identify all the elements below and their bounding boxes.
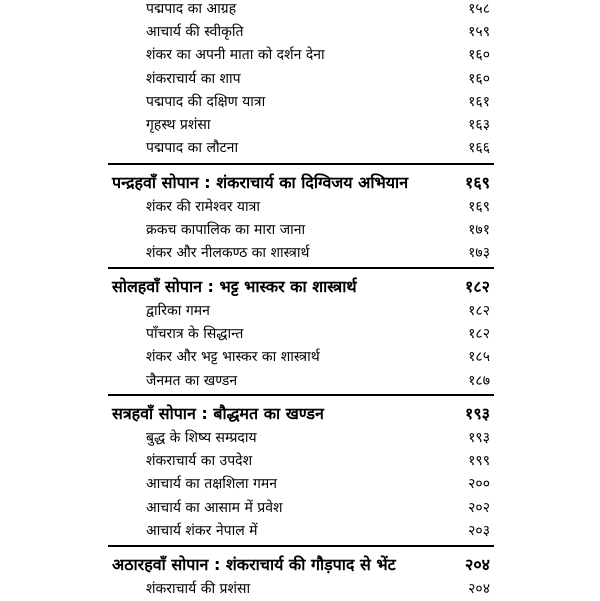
toc-entry [112, 91, 490, 114]
toc-chapter [112, 274, 490, 393]
entry-page-number: १९९ [468, 453, 490, 470]
chapter-heading [112, 552, 490, 578]
entry-title: जैनमत का खण्डन [146, 372, 238, 389]
toc-entry [112, 114, 490, 137]
toc-chapter [112, 170, 490, 266]
entry-page-number: २०३ [468, 522, 490, 539]
chapter-title: सोलहवाँ सोपान : भट्ट भास्कर का शास्त्रार्थ [112, 277, 357, 296]
entry-page-number: १७१ [468, 222, 490, 239]
toc-entry [112, 300, 490, 323]
entry-page-number: १६० [468, 47, 490, 64]
toc-entry [112, 346, 490, 369]
toc-continued-section [112, 0, 490, 160]
entry-title: पद्मपाद का लौटना [146, 140, 239, 157]
toc-entry [112, 196, 490, 219]
toc-entry [112, 370, 490, 393]
entry-page-number: १५९ [468, 24, 490, 41]
entry-title: शंकर का अपनी माता को दर्शन देना [146, 47, 325, 64]
entry-page-number: २०० [468, 476, 490, 493]
entry-page-number: १८२ [468, 326, 490, 343]
toc-chapter [112, 401, 490, 543]
entry-page-number: १८२ [468, 303, 490, 319]
entry-title: बुद्ध के शिष्य सम्प्रदाय [146, 430, 257, 446]
entry-title: पद्मपाद की दक्षिण यात्रा [146, 93, 266, 110]
toc-entry [112, 219, 490, 242]
entry-page-number: १८५ [468, 349, 490, 366]
entry-page-number: १९३ [468, 430, 490, 446]
entry-page-number: २०४ [468, 581, 490, 597]
chapter-page-number: १६९ [465, 173, 490, 192]
entry-title: पाँचरात्र के सिद्धान्त [146, 326, 244, 343]
toc-entry [112, 44, 490, 67]
entry-page-number: २०२ [468, 499, 490, 516]
toc-entry [112, 578, 490, 601]
entry-title: शंकर और नीलकण्ठ का शास्त्रार्थ [146, 245, 310, 262]
chapter-title: सत्रहवाँ सोपान : बौद्धमत का खण्डन [112, 404, 324, 423]
entry-page-number: १५८ [468, 1, 490, 17]
toc-entry [112, 520, 490, 543]
entry-page-number: १८७ [468, 372, 490, 389]
entry-page-number: १६६ [468, 140, 490, 157]
section-divider [108, 163, 494, 165]
entry-title: द्वारिका गमन [146, 303, 210, 319]
chapter-page-number: १८२ [465, 277, 490, 296]
entry-page-number: १७३ [468, 245, 490, 262]
chapter-title: पन्द्रहवाँ सोपान : शंकराचार्य का दिग्विजय अभियान [112, 173, 409, 192]
chapter-title: अठारहवाँ सोपान : शंकराचार्य की गौड़पाद से भेंट [112, 555, 396, 574]
entry-page-number: १६० [468, 70, 490, 87]
toc-entry [112, 427, 490, 450]
toc-entry [112, 473, 490, 496]
chapter-heading [112, 401, 490, 427]
toc-entry [112, 450, 490, 473]
entry-page-number: १६९ [468, 199, 490, 215]
entry-title: शंकराचार्य की प्रशंसा [146, 581, 251, 597]
entry-page-number: १६३ [468, 116, 490, 133]
entry-title: क्रकच कापालिक का मारा जाना [146, 222, 306, 239]
entry-title: शंकराचार्य का शाप [146, 70, 241, 87]
entry-title: आचार्य का तक्षशिला गमन [146, 476, 277, 493]
toc-entry [112, 497, 490, 520]
entry-title: आचार्य शंकर नेपाल में [146, 522, 258, 539]
chapter-heading [112, 170, 490, 196]
entry-page-number: १६१ [468, 93, 490, 110]
toc-entry [112, 323, 490, 346]
toc-chapter [112, 552, 490, 601]
entry-title: गृहस्थ प्रशंसा [146, 116, 211, 133]
chapter-page-number: १९३ [465, 404, 490, 423]
entry-title: पद्मपाद का आग्रह [146, 1, 237, 17]
chapter-page-number: २०४ [465, 555, 490, 574]
section-divider [108, 394, 494, 396]
section-divider [108, 545, 494, 547]
entry-title: शंकर की रामेश्वर यात्रा [146, 199, 261, 215]
entry-title: आचार्य का आसाम में प्रवेश [146, 499, 283, 516]
section-divider [108, 267, 494, 269]
toc-entry [112, 0, 490, 21]
toc-entry [112, 68, 490, 91]
toc-entry [112, 242, 490, 265]
entry-title: शंकर और भट्ट भास्कर का शास्त्रार्थ [146, 349, 320, 366]
entry-title: आचार्य की स्वीकृति [146, 24, 244, 41]
toc-entry [112, 137, 490, 160]
chapter-heading [112, 274, 490, 300]
entry-title: शंकराचार्य का उपदेश [146, 453, 253, 470]
toc-entry [112, 21, 490, 44]
